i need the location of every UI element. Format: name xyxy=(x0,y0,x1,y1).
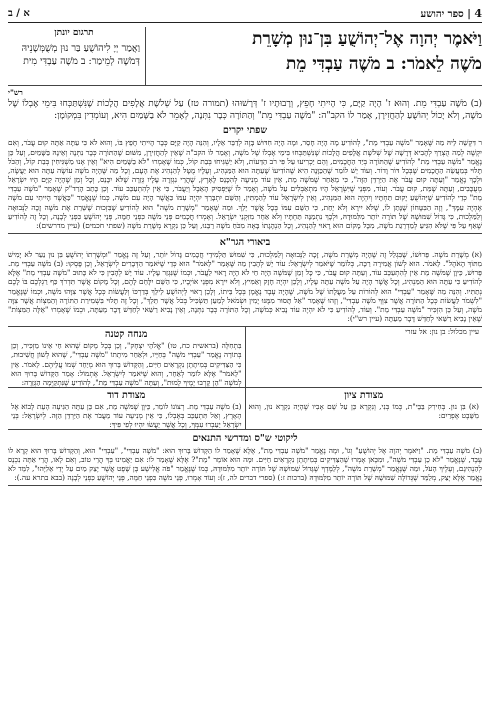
metzudat-david-text: (ב) מֹשֶׁה עַבְדִּי מֵת. רְצוֹנוֹ לוֹמַר, כֵּיוָן שֶׁמֹּשֶׁה מֵת, אִם כֵּן עַתָּה הַגִּיעָה הָעֵת לָבוֹא אֶל הָאָרֶץ, וְאַל תִּתְעַכֵּב בְּאֶבְלוֹ, כִּי אֵין מְנִיעָה עוֹד מֵעֲבֹר אֶת הַיַּרְדֵּן הַזֶּה. לְיִשְׂרָאֵל: בְּנֵי יִשְׂרָאֵל יַעַבְרוּ עִמְּךָ, וְכָל אֲשֶׁר יַעֲשׂוּ יִהְיוּ לְפִי פִּיךָ: xyxy=(11,401,242,430)
mincha-ketana-title: מנחה קטנה xyxy=(105,329,148,341)
shitei-yekarim-text: ר דִּקְשֵׁה לֵיהּ מַה שֶּׁאָמַר "מֹשֶׁה עַבְדִּי מֵת", לְהוֹדִיעַ מָה הָיָה חָסֵר, וּמָה הָיָה חִדּוּשׁ בָּזֶה לְדַבֵּר אֵלָיו, וְהִנֵּה הָיָה קַיָּם כְּבָר הָיִיתִי חָפֵץ בּוֹ, וְהוּא לֹא כִּי עַתָּה אַתָּה קוּם עֲבֹר, וְאִם יִקְשֶׁה לְמַה הֻצְרַךְ לְהָבִיא דְּרָשָׁה שֶׁל שְׁלֹשֶׁת אֲלָפִים הֲלָכוֹת שֶׁנִּשְׁתַּכְּחוּ בִּימֵי אֶבְלוֹ שֶׁל מֹשֶׁה, וְאָמַר לוֹ הקב"ה שֶׁאֵין לְהַחֲזִירָן, מִשּׁוּם שֶׁהַתּוֹרָה כְּבָר נִתְּנָה וְאֵינָהּ בַּשָּׁמַיִם, וְעַל כֵּן נֶאֱמַר "מֹשֶׁה עַבְדִּי מֵת" לְהוֹדִיעַ שֶׁהַתּוֹרָה בְּיַד הַחֲכָמִים, וְהֵם יַכְרִיעוּ עַל פִּי רֹב הַדֵּעוֹת, וְלֹא יַשְׁגִּיחוּ בְּבַת קוֹל, כְּמוֹ שֶׁאָמְרוּ "לֹא בַשָּׁמַיִם הִיא" וְאֵין אָנוּ מַשְׁגִּיחִין בְּבַת קוֹל, וְהַכֹּל תָּלוּי בְּמַעֲשֵׂה הַחֲכָמִים שֶׁבְּכָל דּוֹר וָדוֹר. וְעוֹד יֵשׁ לוֹמַר שֶׁהַכַּוָּנָה הִיא שֶׁהוֹדִיעוֹ שֶׁעַתָּה הוּא הַמַּנְהִיג, וְעָלָיו מֻטָּל לְהַנְהִיג אֶת הָעָם, וְכָל מַה שֶּׁהָיָה מֹשֶׁה עוֹשֶׂה עַתָּה הוּא יַעֲשֶׂה, וּלְכָךְ נֶאֱמַר "וְעַתָּה קוּם עֲבֹר אֶת הַיַּרְדֵּן הַזֶּה", כִּי מֵאַחַר שֶׁמֹּשֶׁה מֵת, אֵין עוֹד מְנִיעָה לְהִכָּנֵס לָאָרֶץ, שֶׁהֲרֵי נִגְזְרָה עָלָיו גְּזֵרָה שֶׁלֹּא יִכָּנֵס, וְכָל זְמַן שֶׁהָיָה קַיָּם הָיוּ יִשְׂרָאֵל מְעֻכָּבִים, וְעַתָּה שֶׁמֵּת, קוּם עֲבֹר. וְעוֹד, מִפְּנֵי שֶׁיִּשְׂרָאֵל הָיוּ מִתְאַבְּלִים עַל מֹשֶׁה, וְאָמַר לוֹ שֶׁיַּפְסִיק הָאֵבֶל וְיַעֲבֹר, כִּי אֵין לְהִתְעַכֵּב עוֹד. וְכֵן כָּתַב הָרַד"ק שֶׁאָמַר "מֹשֶׁה עַבְדִּי מֵת" כְּדֵי לְהוֹדִיעַ שֶׁיְּהוֹשֻׁעַ יָקוּם תַּחְתָּיו וְיִהְיֶה הוּא הַמַּנְהִיג, וְאֵין לְיִשְׂרָאֵל עוֹד לְהַמְתִּין, וְהַשֵּׁם יִתְבָּרַךְ יִהְיֶה עִמּוֹ כַּאֲשֶׁר הָיָה עִם מֹשֶׁה, כְּמוֹ שֶׁנֶּאֱמַר "כַּאֲשֶׁר הָיִיתִי עִם מֹשֶׁה אֶהְיֶה עִמָּךְ", וְזֶה הַבִּטָּחוֹן שֶׁנָּתַן לוֹ, שֶׁלֹּא יִירָא וְלֹא יֵחַת, כִּי הַשֵּׁם עִמּוֹ בְּכָל אֲשֶׁר יֵלֵךְ. וּמַה שֶּׁאָמַר "מְשָׁרֵת מֹשֶׁה" הוּא לְהוֹדִיעַ שֶׁבִּזְכוּת שֶׁשֵּׁרֵת אֶת מֹשֶׁה זָכָה לַנְּבוּאָה וְלַמַּלְכוּת, כִּי גָּדוֹל שִׁמּוּשָׁהּ שֶׁל תּוֹרָה יוֹתֵר מִלִּמּוּדָהּ, וּלְכָךְ נִתְמַנָּה תַּחְתָּיו וְלֹא אַחֵר מִזִּקְנֵי יִשְׂרָאֵל. וְאָמְרוּ חֲכָמִים פְּנֵי מֹשֶׁה כִּפְנֵי חַמָּה, פְּנֵי יְהוֹשֻׁעַ כִּפְנֵי לְבָנָה, וְכָל זֶה לְהוֹדִיעַ שֶׁאַף עַל פִּי שֶׁלֹּא הִגִּיעַ לְמַדְרֵגַת מֹשֶׁה, מִכָּל מָקוֹם הוּא רָאוּי לְהַנְהִיג, וְכָל הַנְהָגָתוֹ בָּאָה מִכֹּחַ מֹשֶׁה רַבֵּנוּ, וְעַל כֵּן נִקְרָא מְשָׁרֵת מֹשֶׁה (שפתי חכמים) (עיין מדרשים): xyxy=(8,138,482,234)
metzudat-zion-text: (א) בִּן נוּן. בְּחִירִק בַּבֵּי"ת, כְּמוֹ בְּנִי, וְנִקְרָא כֵּן עַל שֵׁם אָבִיו שֶׁהָיָה נִקְרָא נוּן, וְהוּא מִשֵּׁבֶט אֶפְרַיִם: xyxy=(248,401,479,420)
metzudat-zion-title: מצודת ציון xyxy=(344,389,384,401)
chapter-marker: א / ב xyxy=(8,7,30,19)
metzudat-david-column xyxy=(8,388,245,429)
metzudot-row xyxy=(8,388,482,430)
likutei-text: (ב) מֹשֶׁה עַבְדִּי מֵת. "וַיֹּאמֶר יְהוָה אֶל יְהוֹשֻׁעַ" וְגוֹ', וּמָה נֶאֱמַר "מֹשֶׁה עַבְדִּי מֵת", אֶלָּא שֶׁאָמַר לוֹ הַקָּדוֹשׁ בָּרוּךְ הוּא: "מֹשֶׁה עַבְדִּי", "עַבְדִּי" הוּא, וְהַקָּדוֹשׁ בָּרוּךְ הוּא קָרָא לוֹ עֶבֶד, שֶׁנֶּאֱמַר "לֹא כֵן עַבְדִּי מֹשֶׁה", וּמִכָּאן אָמְרוּ שֶׁהַצַּדִּיקִים בְּמִיתָתָן נִקְרָאִים חַיִּים. וּמָה הוּא אוֹמֵר "מֵת"? אֶלָּא שֶׁאָמַר לוֹ: אִם יַאֲמִינוּ בְּךָ הֲרֵי טוֹב, וְאִם לָאו, הֲרֵי אַתָּה נִכְנָס לְהַנְהִיגָם, וְעָלֶיךָ הָעֹל, וּמַה שֶּׁנֶּאֱמַר "מְשָׁרֵת מֹשֶׁה", לְלַמֶּדְךָ שֶׁגָּדוֹל שִׁמּוּשָׁהּ שֶׁל תּוֹרָה יוֹתֵר מִלִּמּוּדָהּ, כְּמוֹ שֶׁנֶּאֱמַר "פֹּה אֱלִישָׁע בֶּן שָׁפָט אֲשֶׁר יָצַק מַיִם עַל יְדֵי אֵלִיָּהוּ", לִמֵּד לֹא נֶאֱמַר אֶלָּא יָצַק, מְלַמֵּד שֶׁגְּדוֹלָה שִׁמּוּשָׁהּ שֶׁל תּוֹרָה יוֹתֵר מִלִּמּוּדָהּ (ברכות ז:) (ספרי דברים לה, ז): וְעוֹד אָמְרוּ, פְּנֵי מֹשֶׁה כִּפְנֵי חַמָּה, פְּנֵי יְהוֹשֻׁעַ כִּפְנֵי לְבָנָה (בבא בתרא עה.): xyxy=(8,446,482,485)
tzion-column xyxy=(245,327,483,387)
likutei-title: ליקוטי ש"ס ומדרשי התנאים xyxy=(192,433,298,445)
page xyxy=(8,4,482,694)
targum-text: וַאֲמַר יְיָ לִיהוֹשֻׁעַ בַּר נוּן מְשֻׁמְּשָׁנֵיהּ דְּמֹשֶׁה לְמֵימַר: ב מֹשֶׁה עַבְדִּי מִית xyxy=(21,43,140,67)
shitei-yekarim-title: שפתי יקרים xyxy=(222,125,268,137)
verse-line-2: מֹשֶׁה לֵאמֹר: ב מֹשֶׁה עַבְדִּי מֵת xyxy=(285,54,482,74)
biurei-hagra-text: (א) מְשָׁרֵת מֹשֶׁה. פֵּרוּשׁוֹ, שֶׁבִּגְלַל זֶה שֶׁהָיָה מְשָׁרֵת מֹשֶׁה, זָכָה לַנְּבוּאָה וְלַמַּלְכוּת, כִּי שִׁמּוּשׁ תַּלְמִידֵי חֲכָמִים גָּדוֹל יוֹתֵר, וְעַל זֶה נֶאֱמַר "וּמְשָׁרְתוֹ יְהוֹשֻׁעַ בִּן נוּן נַעַר לֹא יָמִישׁ מִתּוֹךְ הָאֹהֶל". לֵאמֹר. הוּא לְשׁוֹן אֲמִירָה רַכָּה, כְּלוֹמַר שֶׁיֹּאמַר לְיִשְׂרָאֵל: עוֹד יֵשׁ לְהָבִין מַה שֶּׁאָמַר "לֵאמֹר" הוּא כְּדֵי שֶׁיֹּאמַר הַדְּבָרִים לְיִשְׂרָאֵל, וְכֵן פָּסְקוּ: (ב) מֹשֶׁה עַבְדִּי מֵת. פֵּרוּשׁ, כֵּיוָן שֶׁמֹּשֶׁה מֵת אֵין לְהִתְעַכֵּב עוֹד, וְעַתָּה קוּם עֲבֹר, כִּי כָּל זְמַן שֶׁמֹּשֶׁה הָיָה חַי לֹא הָיָה רָאוּי לַעֲבֹר, וּכְמוֹ שֶׁנִּגְזַר עָלָיו. עוֹד יֵשׁ לְהָבִין כִּי לֹא כָּתוּב "מֹשֶׁה עַבְדִּי מֵת" אֶלָּא לְהוֹדִיעַ כִּי עַתָּה הוּא הַמַּנְהִיג, וְכָל אֲשֶׁר הָיָה עַל מֹשֶׁה עַתָּה עָלָיו, וְלָכֵן יִהְיֶה חָזָק וְאַמִּיץ, וְלֹא יִירָא מִפְּנֵי אוֹיְבָיו, כִּי הַשֵּׁם יִלָּחֵם לָהֶם, וְכָל מָקוֹם אֲשֶׁר תִּדְרֹךְ כַּף רַגְלְכֶם בּוֹ לָכֶם נְתַתִּיו. וְהִנֵּה מַה שֶּׁאָמַר "עַבְדִּי" הוּא לְהוֹרוֹת עַל מַעֲלָתוֹ שֶׁל מֹשֶׁה, שֶׁהָיָה עֶבֶד נֶאֱמָן בְּכָל בֵּיתוֹ, וְלָכֵן רָאוּי לְיְהוֹשֻׁעַ לֵילֵךְ בְּדַרְכּוֹ וְלַעֲשׂוֹת כְּכָל אֲשֶׁר צִוָּהוּ מֹשֶׁה, וּכְמוֹ שֶׁנֶּאֱמַר "לִשְׁמֹר לַעֲשׂוֹת כְּכָל הַתּוֹרָה אֲשֶׁר צִוְּךָ מֹשֶׁה עַבְדִּי", וְזֶהוּ שֶׁאָמַר "אַל תָּסוּר מִמֶּנּוּ יָמִין וּשְׂמֹאל לְמַעַן תַּשְׂכִּיל בְּכֹל אֲשֶׁר תֵּלֵךְ", וְכָל זֶה תָּלוּי בִּשְׁמִירַת הַתּוֹרָה וְהַמִּצְוֹת אֲשֶׁר צִוָּה מֹשֶׁה, וְעַל כֵּן הִזְכִּיר "מֹשֶׁה עַבְדִּי מֵת". וְעוֹד, לְהוֹדִיעַ כִּי לֹא יִהְיֶה עוֹד נָבִיא כְּמֹשֶׁה, וְכָל הַתּוֹרָה כְּבָר נִתְּנָה, וְאֵין נָבִיא רַשַּׁאי לְחַדֵּשׁ דָּבָר מֵעַתָּה, וּכְמוֹ שֶׁאָמְרוּ "אֵלֶּה הַמִּצְוֹת" שֶׁאֵין נָבִיא רַשַּׁאי לְחַדֵּשׁ דָּבָר מֵעַתָּה (עיין רש"י): xyxy=(8,250,482,327)
verse-text xyxy=(146,27,482,85)
metzudat-david-title: מצודת דוד xyxy=(107,389,146,401)
rashi-title: רש"י xyxy=(8,88,23,97)
page-header xyxy=(8,4,482,23)
biurei-hagra-title: ביאורי הגר"א xyxy=(219,236,271,248)
verse-line-1: וַיֹּאמֶר יְהוָה אֶל־יְהוֹשֻׁעַ בִּן־נוּן מְשָׁרֵת xyxy=(252,29,482,49)
metzudat-zion-column xyxy=(245,388,483,429)
book-title: 4 | ספר יהושע xyxy=(420,6,482,20)
targum-column xyxy=(8,27,146,85)
verse-area xyxy=(8,27,482,86)
mincha-row xyxy=(8,327,482,388)
tzion-label: עיין מכלול: בן נון: אל עזרי xyxy=(405,327,479,337)
mincha-ketana-column xyxy=(8,327,245,387)
book-name: ספר יהושע xyxy=(420,8,464,20)
page-number: 4 xyxy=(474,6,482,20)
rashi-text: (ב) מֹשֶׁה עַבְדִּי מֵת. וְהוּא ז' הָיָה קַיָּם, כִּי הָיִיתִי חָפֵץ, וְרָבוּתָיו ז' דְּרָשׁוּהוּ (תמורה טז) עַל שְׁלֹשֶׁת אֲלָפִים הֲלָכוֹת שֶׁנִּשְׁתַּכְּחוּ בִּימֵי אֶבְלוֹ שֶׁל מֹשֶׁה, וְלֹא יָכוֹל יְהוֹשֻׁעַ לְהַחֲזִירָן, אָמַר לוֹ הקב"ה: "מֹשֶׁה עַבְדִּי מֵת" וְהַתּוֹרָה כְּבָר נִתְּנָה, לְאָמֵר לֹא בַשָּׁמַיִם הִיא, וְעוֹמְדִין בִּמְקוֹמָן: xyxy=(8,99,482,122)
targum-title: תרגום יונתן xyxy=(54,28,94,38)
mincha-ketana-text: בִּתְחִלָּה (בראשית כח, טו) "אֱלֹהֵי יִצְחָק", וְכֵן בְּכָל מָקוֹם שֶׁהוּא חַי אֵינוֹ מַזְכִּיר, וְכֵן בְּתוֹרָה נֶאֱמַר "עַבְדִּי מֹשֶׁה" בְּחַיָּיו, וּלְאַחַר מִיתָתוֹ "מֹשֶׁה עַבְדִּי", שֶׁהוּא לְשׁוֹן חֲשִׁיבוּת, כִּי הַצַּדִּיקִים בְּמִיתָתָן נִקְרָאִים חַיִּים, וְהַקָּדוֹשׁ בָּרוּךְ הוּא מְיַחֵד שְׁמוֹ עֲלֵיהֶם. לֵאמֹר. אֵין "לֵאמֹר" אֶלָּא לוֹמַר לְאַחֵר, וְהוּא שֶׁיֹּאמַר לְיִשְׂרָאֵל. אֶתְמוֹל: אָמַר הַקָּדוֹשׁ בָּרוּךְ הוּא לְמֹשֶׁה "הֵן קָרְבוּ יָמֶיךָ לָמוּת", וְעַתָּה "מֹשֶׁה עַבְדִּי מֵת", לְהוֹדִיעַ שֶׁנִּתְקַיְּמָה הַגְּזֵרָה: xyxy=(11,341,242,387)
